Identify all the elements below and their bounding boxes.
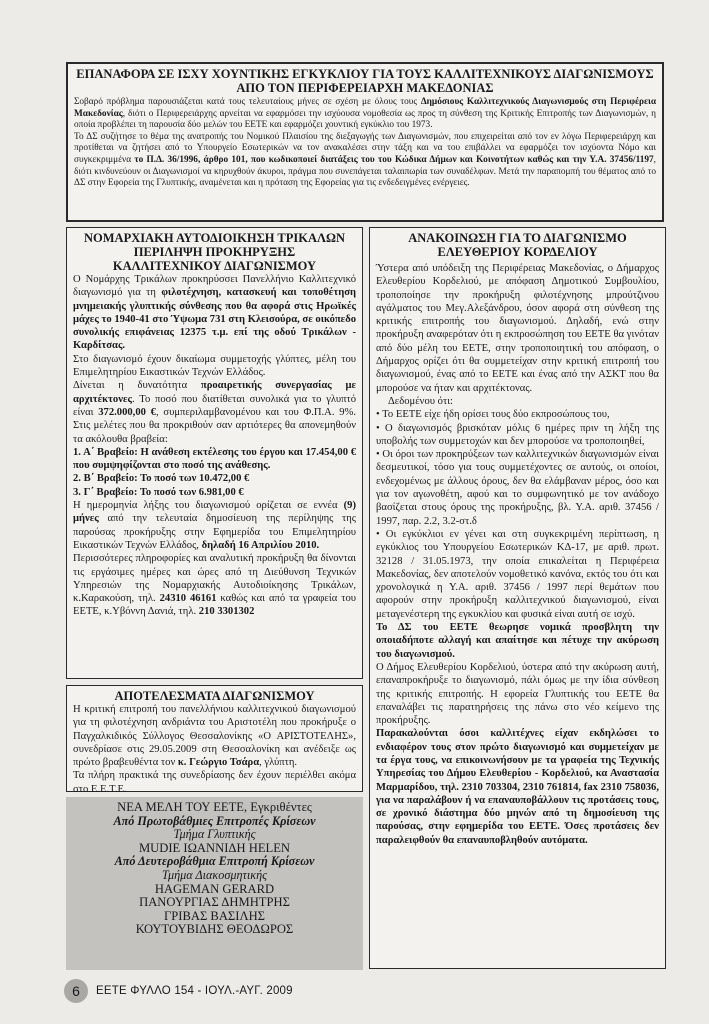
bold-run: το Π.Δ. 36/1996, άρθρο 101, που κωδικοποιεί διατάξεις του του Κώδικα Δήμων και Κοινοτήτων καθώς και την Υ.Α. 37456/1197	[134, 154, 654, 165]
member-name: HAGEMAN GERARD	[154, 881, 275, 896]
bold-run: προαιρετικής συνεργασίας με αρχιτέκτονες	[73, 380, 356, 405]
bold-run: 1. Α΄ Βραβείο: Η ανάθεση εκτέλεσης του έργου και 17.454,00 € που συμψηφίζονται στο ποσό της ανάθεσης.	[73, 446, 356, 472]
text-run: , διότι ο Περιφερειάρχης αρνείται να εφαρμόσει την ισχύουσα νομοθεσία ως προς τη σύνθεση της Κριτικής Επιτροπής των Διαγωνισμών, η οποία προβλέπει τη παρουσία δύο μελών του ΕΕΤΕ και εφαρμόζει χουντική εγκύκλιο του 1973.	[74, 108, 656, 131]
kordelio-paragraph-1: Ύστερα από υπόδειξη της Περιφέρειας Μακεδονίας, ο Δήμαρχος Ελευθερίου Κορδελιού, με απόφαση Δημοτικού Συμβουλίου, τροποποίησε την προκήρυξη φιλοτέχνησης μπρούτζινου αγάλματος του Μεγ.Αλεξάνδρου, όσον αφορά στη σύνθεση της κριτικής επιτροπής του διαγωνισμού. Δηλαδή, ενώ στην προκήρυξη αναφερόταν ότι η εκπροσώπηση του ΕΕΤΕ θα γινόταν από δύο μέλη του ΕΕΤΕ, στην τροποποιητική του απόφαση, ο Δήμαρχος ορίζει ότι θα συμμετείχαν στην κριτική επιτροπή του διαγωνισμού, ένας από το ΕΕΤΕ και ένας από την ΑΣΚΤ που θα μπορούσε να ήταν και αρχιτέκτονας.	[376, 263, 659, 394]
member-name: MUDIE ΙΩΑΝΝΙΔΗ HELEN	[138, 840, 291, 855]
member-name: ΠΑΝΟΥΡΓΙΑΣ ΔΗΜΗΤΡΗΣ	[139, 895, 290, 910]
kordelio-bullet-1: • Το ΕΕΤΕ είχε ήδη ορίσει τους δύο εκπροσώπους του,	[376, 409, 610, 421]
circular-article-title: ΕΠΑΝΑΦΟΡΑ ΣΕ ΙΣΧΥ ΧΟΥΝΤΙΚΗΣ ΕΓΚΥΚΛΙΟΥ ΓΙΑ ΤΟΥΣ ΚΑΛΛΙΤΕΧΝΙΚΟΥΣ ΔΙΑΓΩΝΙΣΜΟΥΣ ΑΠΟ ΤΟΝ ΠΕΡΙΦΕΡΕΙΑΡΧΗ ΜΑΚΕΔΟΝΙΑΣ	[76, 67, 654, 95]
text-run: Περισσότερες πληροφορίες και αναλυτική προκήρυξη θα δίνονται τις εργάσιμες ημέρες και ώρες από τη Διεύθυνση Τεχνικών Υπηρεσιών της Νομαρχιακής Αυτοδιοίκησης Τρικάλων, κ.Καρακούση, τηλ.	[73, 553, 356, 605]
members-section-1: Τμήμα Γλυπτικής	[173, 827, 256, 842]
text-run: , συμπεριλαμβανομένου και του Φ.Π.Α. 9%. Στις μελέτες που θα προκριθούν σαν αρτιότερες θα απονεμηθούν τα ακόλουθα βραβεία:	[73, 406, 356, 445]
bold-run: φιλοτέχνηση, κατασκευή και τοποθέτηση μνημειακής γλυπτικής σύνθεσης που θα αφορά στις Ηρωϊκές μάχες το 1940-41 στο Ύψωμα 731 στη Κλεισούρα, σε οικόπεδο συνολικής επιφάνειας 12375 τ.μ. επί της οδού Τρικάλων - Καρδίτσας.	[73, 287, 356, 352]
trikala-title-line-3: ΚΑΛΛΙΤΕΧΝΙΚΟΥ ΔΙΑΓΩΝΙΣΜΟΥ	[112, 259, 317, 273]
kordelio-bullet-3: • Οι όροι των προκηρύξεων των καλλιτεχνικών διαγωνισμών είναι δεσμευτικοί, τόσο για τους συμμετέχοντες σε αυτούς, οι οποίοι, ενδεχομένως με άλλους όρους, δεν θα ελάμβαναν μέρος, όσο και για τον αγωνοθέτη, αφού και το συμφωνητικό με τον ανάδοχο βασίζεται στους όρους της προκήρυξης, βλ. Υ.Α. αριθ. 37456 / 1997, παρ. 2.2, 3.2-στ.δ	[376, 449, 659, 527]
text-run: , διότι κινδυνεύουν οι Διαγωνισμοί να κηρυχθούν άκυροι, πράγμα που συνεπάγεται ταλαιπωρία των συναδέλφων. Μετά την παραπομπή του θέματος από το ΔΣ στην Εφορεία της Γλυπτικής, αναμένεται και η πρόταση της Εφορείας για τις ενδεδειγμένες ενέργειες.	[74, 154, 656, 189]
kordelio-bullet-2: • Ο διαγωνισμός βρισκόταν μόλις 6 ημέρες πριν τη λήξη της υποβολής των συμμετοχών και δεν μπορούσε να τροποποιηθεί,	[376, 422, 659, 447]
members-subheading-2: Από Δευτεροβάθμια Επιτροπή Κρίσεων	[114, 854, 315, 869]
trikala-title-line-1: ΝΟΜΑΡΧΙΑΚΗ ΑΥΤΟΔΙΟΙΚΗΣΗ ΤΡΙΚΑΛΩΝ	[84, 231, 345, 245]
bold-run: 2. Β΄ Βραβείο: Το ποσό των 10.472,00 €	[73, 473, 250, 485]
kordelio-paragraph-5: Παρακαλούνται όσοι καλλιτέχνες είχαν εκδηλώσει το ενδιαφέρον τους στον πρώτο διαγωνισμό και συμμετείχαν με τα έργα τους, να επικοινωνήσουν με τα γραφεία της Τεχνικής Υπηρεσίας του Δήμου Ελευθερίου - Κορδελιού, κα Αναστασία Μαρμαρίδου, τηλ. 2310 703304, 2310 761814, fax 2310 758036, για να παραλάβουν ή να επαναυποβάλλουν τις προτάσεις τους, σε χρονικό διάστημα δύο μηνών από τη δημοσίευση της παρούσας, στην εφημερίδα του ΕΕΤΕ. Όσες προτάσεις δεν παραλειφθούν θα επαναυποβληθούν αυτόματα.	[376, 728, 659, 846]
kordelio-title-line-2: ΕΛΕΥΘΕΡΙΟΥ ΚΟΡΔΕΛΙΟΥ	[437, 245, 598, 259]
page-footer	[64, 978, 364, 1004]
bold-run: 372.000,00 €	[98, 406, 156, 418]
trikala-paragraph-2: Στο διαγωνισμό έχουν δικαίωμα συμμετοχής γλύπτες, μέλη του Επιμελητηρίου Εικαστικών Τεχνών Ελλάδος.	[73, 353, 356, 379]
circular-article-box	[66, 62, 664, 222]
members-heading: ΝΕΑ ΜΕΛΗ ΤΟΥ ΕΕΤΕ, Εγκριθέντες	[117, 800, 312, 814]
prize-3	[73, 486, 356, 499]
trikala-paragraph-1	[73, 273, 356, 353]
text-run: Ο Νομάρχης Τρικάλων προκηρύσσει Πανελλήνιο Καλλιτεχνικό διαγωνισμό για τη	[73, 274, 356, 299]
bold-run: 3. Γ΄ Βραβείο: Το ποσό των 6.981,00 €	[73, 486, 244, 498]
members-subheading-1: Από Πρωτοβάθμιες Επιτροπές Κρίσεων	[113, 813, 316, 828]
text-run: Η ημερομηνία λήξης του διαγωνισμού ορίζεται σε εννέα	[73, 500, 344, 512]
text-run: καθώς και από τα γραφεία του ΕΕΤΕ, κ.Υβόννη Δανιά, τηλ.	[73, 593, 356, 618]
kordelio-paragraph-2: Δεδομένου ότι:	[388, 395, 454, 407]
text-run: Δίνεται η δυνατότητα	[73, 380, 201, 392]
footer-text: ΕΕΤΕ ΦΥΛΛΟ 154 - ΙΟΥΛ.-ΑΥΓ. 2009	[96, 985, 293, 997]
text-run: από την τελευταία δημοσίευση της περίληψης της παρούσας προκήρυξης στην Εφημερίδα του Επιμελητηρίου Εικαστικών Τεχνών Ελλάδος,	[73, 513, 356, 551]
page-number: 6	[64, 979, 88, 1003]
member-name: ΓΡΙΒΑΣ ΒΑΣΙΛΗΣ	[163, 908, 266, 923]
kordelio-announcement-box	[369, 227, 666, 969]
text-run: Το ΔΣ συζήτησε το θέμα της ανατροπής του Νομικού Πλαισίου της διεξαγωγής των Διαγωνισμών, που επιχειρείται από τον εν λόγω Περιφερειάρχη και προτίθεται να ζητήσει από το Υπουργείο Εσωτερικών να τον ανακαλέσει στην τάξη και να του επιβάλλει να εφαρμόζει τον ισχύοντα Νόμο και συγκεκριμμένα	[74, 131, 656, 165]
circular-article-paragraph-2	[74, 132, 656, 190]
circular-article-paragraph-1	[74, 97, 656, 132]
text-run: Η κριτική επιτροπή του πανελλήνιου καλλιτεχνικού διαγωνισμού για τη φιλοτέχνηση ανδριάντα του Αριστοτέλη που προκήρυξε ο Παγχαλκιδικός Σύλλογος Θεσσαλονίκης «Ο ΑΡΙΣΤΟΤΕΛΗΣ», συνεδρίασε στις 29.05.2009 στη Θεσσαλονίκη και ανέδειξε ως πρώτο βραβευθέντα τον	[73, 704, 356, 769]
trikala-paragraph-5	[73, 552, 356, 618]
kordelio-title-line-1: ΑΝΑΚΟΙΝΩΣΗ ΓΙΑ ΤΟ ΔΙΑΓΩΝΙΣΜΟ	[408, 231, 627, 245]
kordelio-bullet-4: • Οι εγκύκλιοι εν γένει και στη συγκεκριμένη περίπτωση, η εγκύκλιος του Υπουργείου Εσωτερικών ΚΔ-17, με αριθ. πρωτ. 32128 / 31.05.1973, την οποία επικαλείται η Περιφέρεια Μακεδονίας, δεν αποτελούν νομοθετικό κανόνα, εκτός του ότι και χρονολογικά η Υ.Α. αριθ. 37456 / 1997 περί θεμάτων που αφορούν στην προκήρυξη καλλιτεχνικού διαγωνισμού, είναι μεταγενέστερη της εγκυκλίου και φυσικά είναι αυτή σε ισχύ.	[376, 528, 659, 620]
kordelio-paragraph-3: Το ΔΣ του ΕΕΤΕ θεωρησε νομικά προσβλητη την οποιαδήποτε αλλαγή και απαίτησε και πέτυχε την ακύρωση του διαγωνισμού.	[376, 622, 659, 660]
bold-run: δηλαδή 16 Απριλίου 2010.	[201, 539, 320, 551]
results-paragraph-2: Τα πλήρη πρακτικά της συνεδρίασης δεν έχουν περιέλθει ακόμα στο Ε.Ε.Τ.Ε.	[73, 770, 356, 795]
prize-2	[73, 472, 356, 485]
prize-1	[73, 446, 356, 473]
results-title: ΑΠΟΤΕΛΕΣΜΑΤΑ ΔΙΑΓΩΝΙΣΜΟΥ	[114, 689, 315, 703]
results-paragraph-1	[73, 703, 356, 769]
competition-results-box	[66, 685, 363, 795]
trikala-paragraph-3	[73, 379, 356, 445]
bold-run: κ. Γεώργιο Τσάρα	[177, 757, 260, 769]
kordelio-paragraph-4: Ο Δήμος Ελευθερίου Κορδελιού, ύστερα από την ακύρωση αυτή, επαναπροκήρυξε το διαγωνισμό, πάλι όμως με την ίδια σύνθεση της κριτικής επιτροπής. Η εφορεία Γλυπτικής του ΕΕΤΕ θα επαναλάβει τις παρατηρήσεις της πάνω στο νέο κείμενο της προκήρυξης.	[376, 661, 659, 727]
bold-run: Δημόσιους Καλλιτεχνικούς Διαγωνισμούς στη Περιφέρεια Μακεδονίας	[74, 97, 657, 119]
bold-run: 210 3301302	[198, 606, 255, 618]
trikala-title-line-2: ΠΕΡΙΛΗΨΗ ΠΡΟΚΗΡΥΞΗΣ	[133, 245, 296, 259]
text-run: Σοβαρό πρόβλημα παρουσιάζεται κατά τους τελευταίους μήνες σε σχέση με όλους τους	[74, 97, 421, 107]
new-members-box	[66, 797, 363, 970]
trikala-paragraph-4	[73, 499, 356, 552]
members-section-2: Τμήμα Διακοσμητικής	[161, 867, 268, 882]
trikala-competition-box	[66, 227, 363, 679]
member-name: ΚΟΥΤΟΥΒΙΔΗΣ ΘΕΟΔΩΡΟΣ	[135, 922, 294, 937]
text-run: , γλύπτη.	[259, 757, 298, 769]
bold-run: (9) μήνες	[73, 500, 356, 525]
text-run: . Το ποσό που διατίθεται συνολικά για το γλυπτό είναι	[73, 393, 356, 418]
bold-run: 24310 46161	[159, 593, 217, 605]
